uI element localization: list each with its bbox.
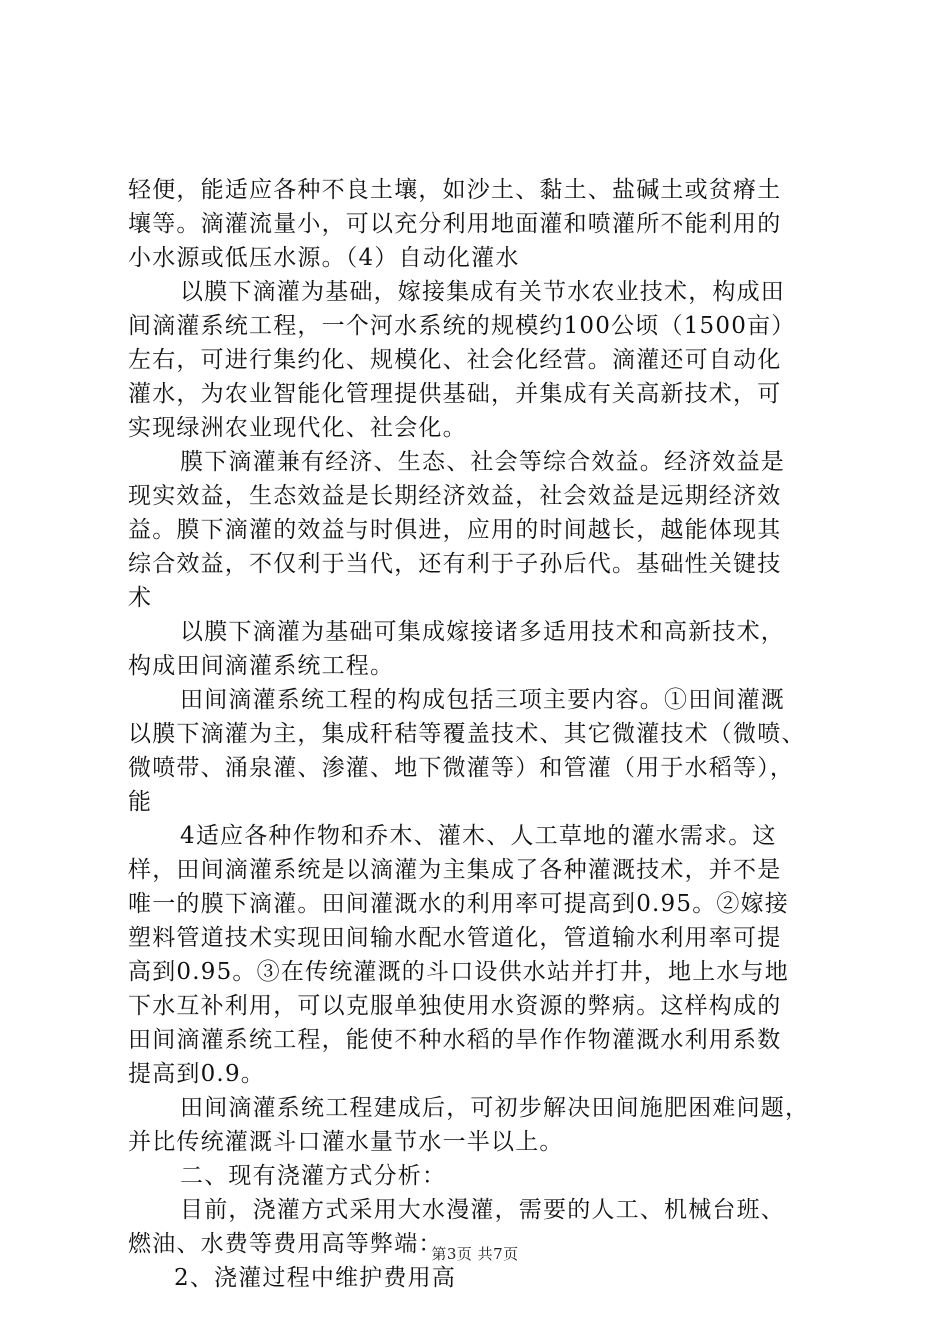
paragraph-start-line: 田间滴灌系统工程建成后，可初步解决田间施肥困难问题， bbox=[180, 1095, 810, 1121]
text-line: 轻便，能适应各种不良土壤，如沙土、黏土、盐碱土或贫瘠土 bbox=[128, 177, 782, 203]
text-line: 塑料管道技术实现田间输水配水管道化，管道输水利用率可提 bbox=[128, 925, 782, 951]
text-line: 燃油、水费等费用高等弊端： bbox=[128, 1231, 443, 1257]
text-line: 实现绿洲农业现代化、社会化。 bbox=[128, 415, 467, 441]
text-line: 能 bbox=[128, 789, 153, 815]
text-line: 间滴灌系统工程，一个河水系统的规模约100公顷（1500亩） bbox=[128, 313, 796, 339]
paragraph-start-line: 膜下滴灌兼有经济、生态、社会等综合效益。经济效益是 bbox=[180, 449, 785, 475]
body-text bbox=[128, 173, 828, 1295]
text-line: 样，田间滴灌系统是以滴灌为主集成了各种灌溉技术，并不是 bbox=[128, 857, 782, 883]
text-line: 现实效益，生态效益是长期经济效益，社会效益是远期经济效 bbox=[128, 483, 782, 509]
text-line: 微喷带、涌泉灌、渗灌、地下微灌等）和管灌（用于水稻等）， bbox=[128, 755, 795, 781]
list-item-line: 2、浇灌过程中维护费用高 bbox=[174, 1265, 457, 1291]
paragraph-start-line: 目前，浇灌方式采用大水漫灌，需要的人工、机械台班、 bbox=[180, 1197, 785, 1223]
text-line: 构成田间滴灌系统工程。 bbox=[128, 653, 395, 679]
text-line: 术 bbox=[128, 585, 153, 611]
section-heading: 二、现有浇灌方式分析： bbox=[180, 1163, 447, 1189]
text-line: 益。膜下滴灌的效益与时俱进，应用的时间越长，越能体现其 bbox=[128, 517, 782, 543]
paragraph-start-line: 以膜下滴灌为基础可集成嫁接诸多适用技术和高新技术， bbox=[180, 619, 785, 645]
text-line: 综合效益，不仅利于当代，还有利于子孙后代。基础性关键技 bbox=[128, 551, 782, 577]
page-number-footer: 第3页 共7页 bbox=[431, 1245, 519, 1263]
paragraph-start-line: 田间滴灌系统工程的构成包括三项主要内容。①田间灌溉 bbox=[180, 687, 785, 713]
text-line: 高到0.95。③在传统灌溉的斗口设供水站并打井，地上水与地 bbox=[128, 959, 790, 985]
text-line: 左右，可进行集约化、规模化、社会化经营。滴灌还可自动化 bbox=[128, 347, 782, 373]
text-line: 并比传统灌溉斗口灌水量节水一半以上。 bbox=[128, 1129, 564, 1155]
paragraph-start-line: 以膜下滴灌为基础，嫁接集成有关节水农业技术，构成田 bbox=[180, 279, 785, 305]
text-line: 提高到0.9。 bbox=[128, 1061, 265, 1087]
paragraph-start-line: 4适应各种作物和乔木、灌木、人工草地的灌水需求。这 bbox=[180, 823, 777, 849]
text-line: 灌水，为农业智能化管理提供基础，并集成有关高新技术，可 bbox=[128, 381, 782, 407]
text-line: 下水互补利用，可以克服单独使用水资源的弊病。这样构成的 bbox=[128, 993, 782, 1019]
text-line: 田间滴灌系统工程，能使不种水稻的旱作作物灌溉水利用系数 bbox=[128, 1027, 782, 1053]
text-line: 壤等。滴灌流量小，可以充分利用地面灌和喷灌所不能利用的 bbox=[128, 211, 782, 237]
text-line: 小水源或低压水源。（4）自动化灌水 bbox=[128, 245, 520, 271]
text-line: 以膜下滴灌为主，集成秆秸等覆盖技术、其它微灌技术（微喷、 bbox=[128, 721, 806, 747]
text-line: 唯一的膜下滴灌。田间灌溉水的利用率可提高到0.95。②嫁接 bbox=[128, 891, 790, 917]
